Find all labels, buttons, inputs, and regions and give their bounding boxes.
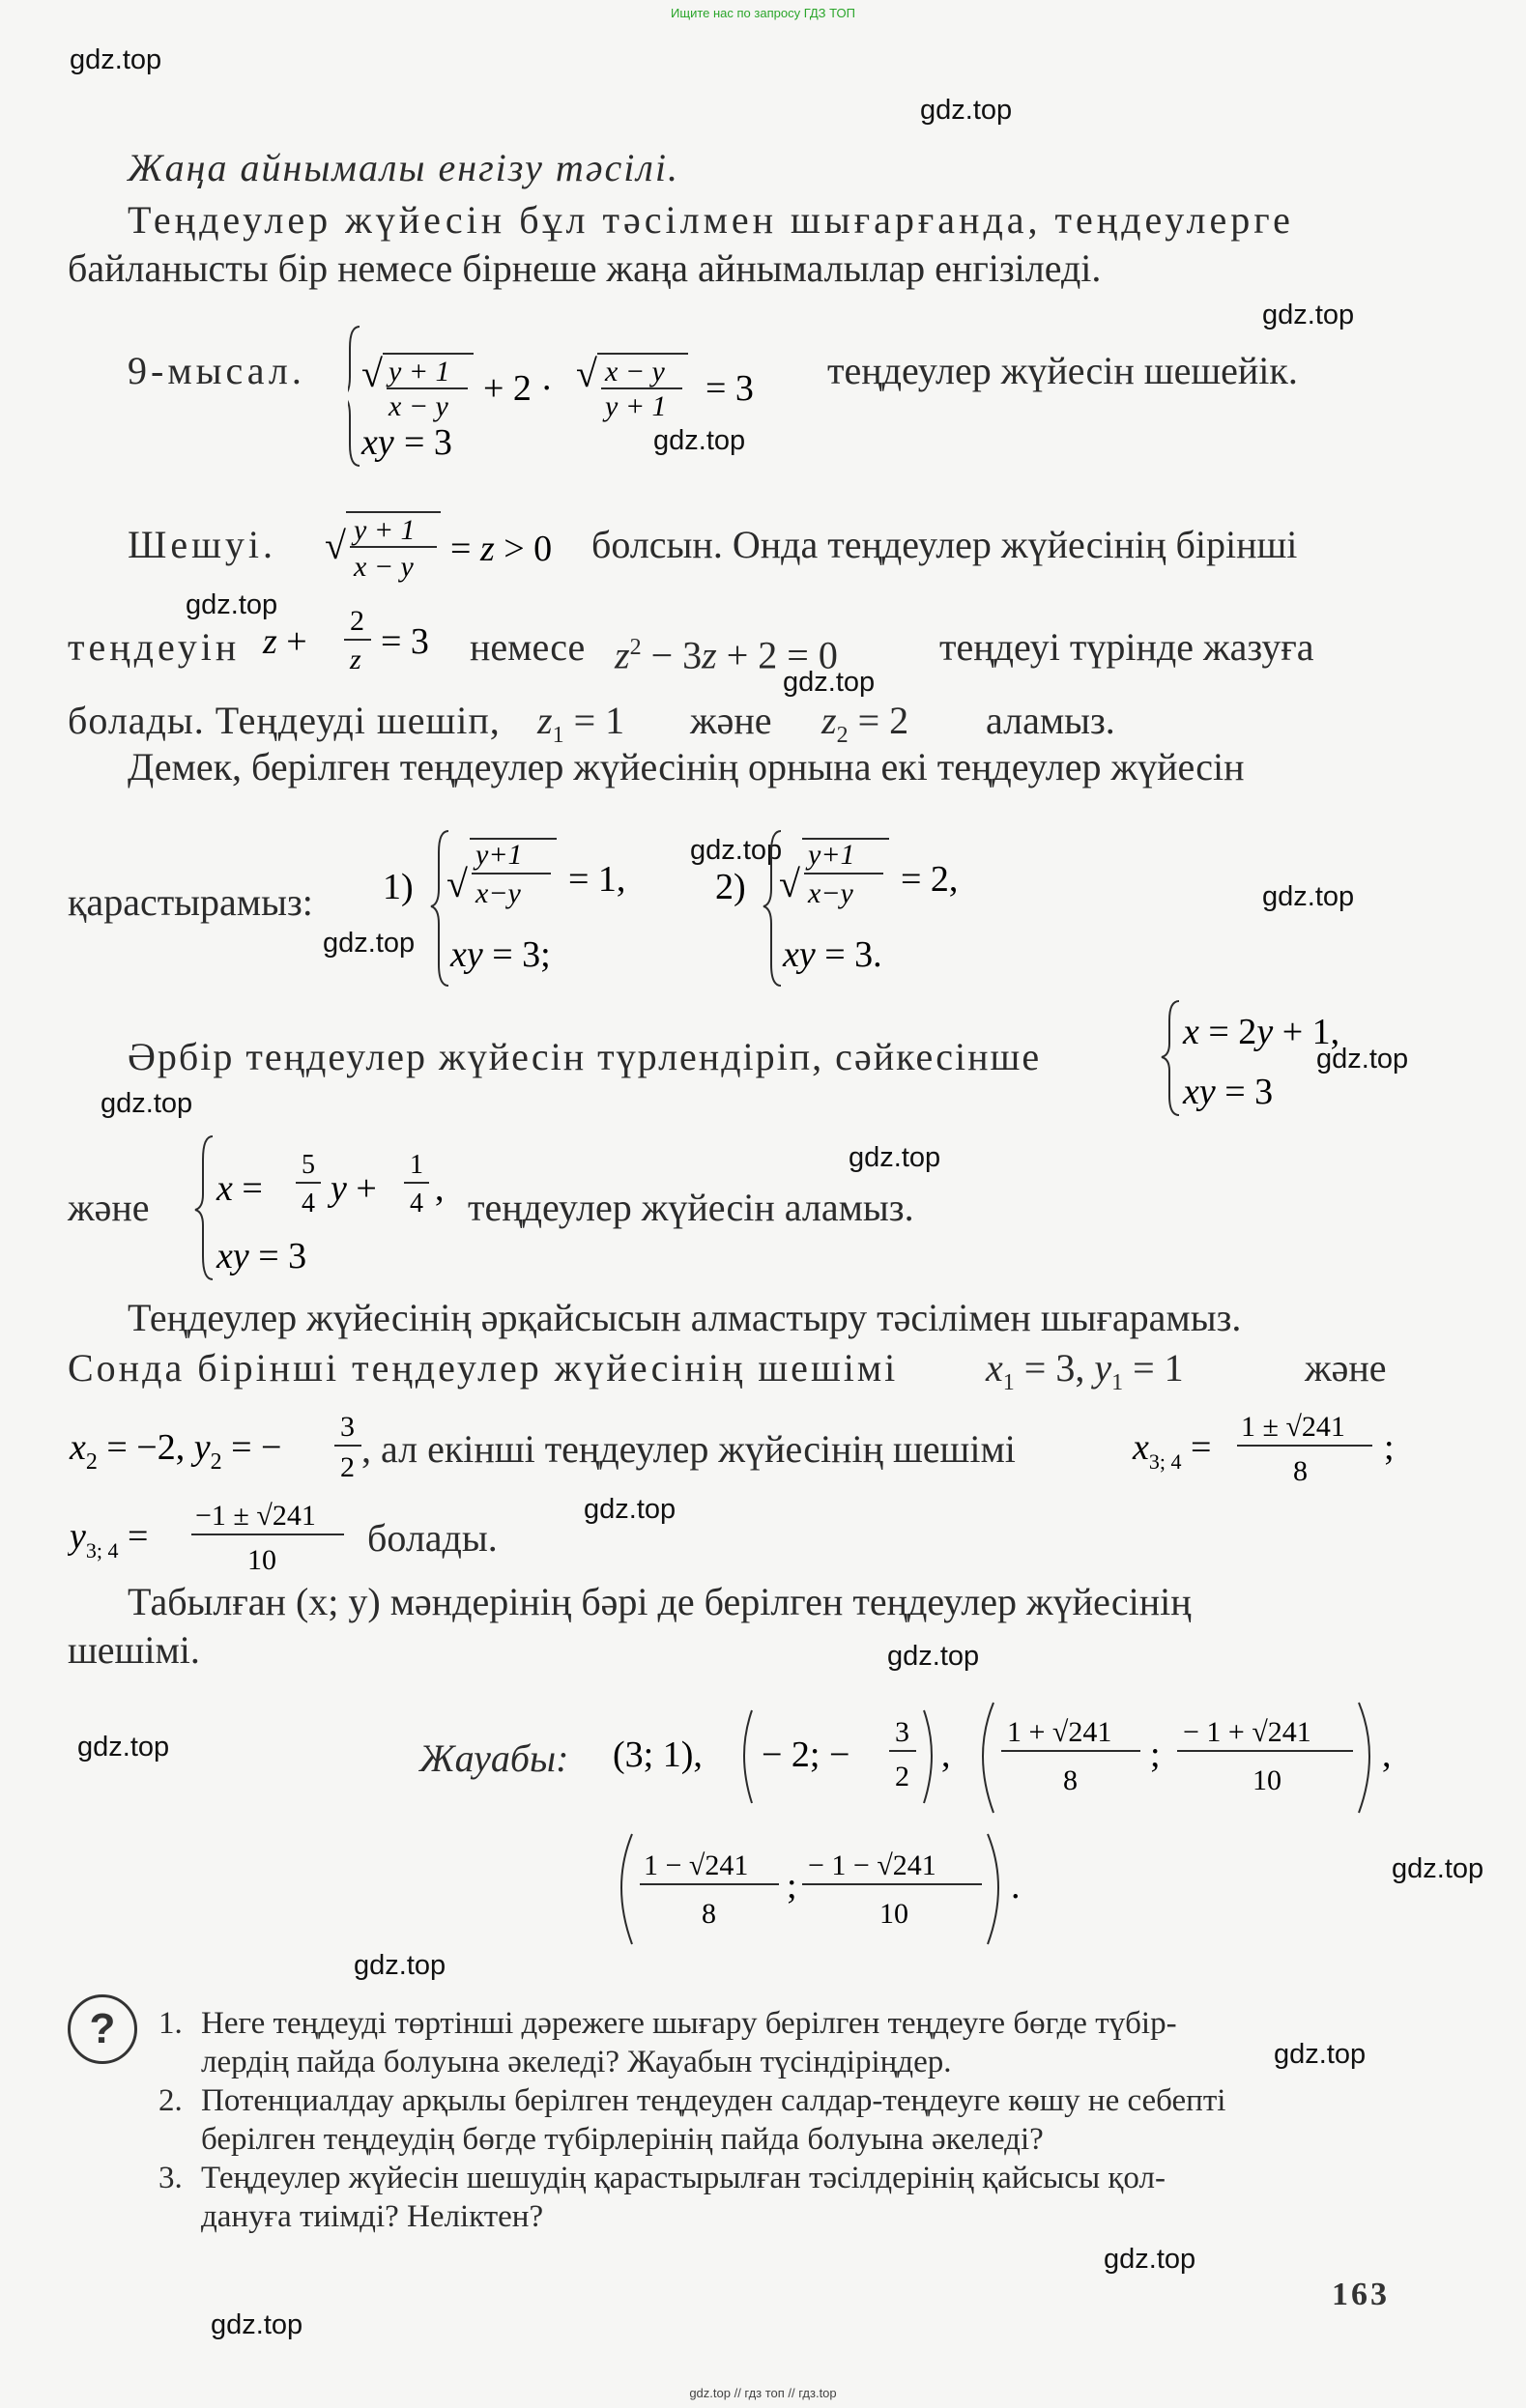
- svg-text:√: √: [576, 352, 597, 395]
- system-transformed-1-svg: [1160, 995, 1411, 1121]
- question-number: 1.: [158, 2006, 183, 2041]
- svg-text:√: √: [325, 524, 346, 567]
- svg-text:z: z: [350, 644, 361, 675]
- question-text: лердің пайда болуына әкеледі? Жауабын түсіндіріңдер.: [201, 2045, 952, 2079]
- svg-text:4: 4: [410, 1189, 423, 1218]
- svg-text:= z > 0: = z > 0: [450, 529, 553, 569]
- watermark: gdz.top: [211, 2309, 303, 2340]
- svg-text:x−y: x−y: [808, 877, 853, 909]
- example-system: [348, 319, 792, 478]
- two-systems-svg: [383, 821, 1001, 995]
- svg-text:− 2; −: − 2; −: [762, 1734, 850, 1775]
- answer-label: Жауабы:: [419, 1736, 569, 1780]
- solve-line: Теңдеулер жүйесінің әрқайсысын алмастыру тәсілімен шығарамыз.: [128, 1296, 1242, 1339]
- root-z1: $z_1 = 1$: [537, 699, 625, 748]
- question-text: берілген теңдеудің бөгде түбірлерінің пайда болуына әкеледі?: [201, 2122, 1044, 2157]
- svg-text:= 3: = 3: [404, 422, 452, 463]
- solution-x2-svg: [68, 1403, 377, 1500]
- watermark: gdz.top: [1262, 300, 1355, 330]
- roots-line-b: және: [690, 699, 772, 742]
- svg-text:,: ,: [1382, 1734, 1392, 1775]
- watermark: gdz.top: [920, 95, 1013, 126]
- watermark: gdz.top: [354, 1950, 446, 1981]
- svg-text:√: √: [779, 862, 800, 905]
- question-text: Теңдеулер жүйесін шешудің қарастырылған тәсілдерінің қайсысы қол-: [201, 2161, 1166, 2195]
- watermark: gdz.top: [1316, 1044, 1409, 1075]
- svg-text:10: 10: [879, 1898, 908, 1930]
- question-text: Потенциалдау арқылы берілген теңдеуден салдар-теңдеуге көшу не себепті: [201, 2083, 1226, 2118]
- question-text: дануға тиімді? Неліктен?: [201, 2199, 544, 2234]
- intro-line: Теңдеулер жүйесін бұл тәсілмен шығарғанда, теңдеулерге: [128, 198, 1294, 242]
- svg-text:√: √: [446, 862, 468, 905]
- watermark: gdz.top: [1392, 1853, 1484, 1884]
- svg-text:,: ,: [435, 1168, 445, 1209]
- equation-z: [261, 597, 454, 699]
- answer-svg: [609, 1697, 1411, 1948]
- svg-text:8: 8: [702, 1898, 716, 1930]
- svg-text:3: 3: [895, 1716, 909, 1748]
- svg-text:1 + √241: 1 + √241: [1007, 1716, 1112, 1748]
- svg-text:xy = 3: xy = 3: [1183, 1072, 1274, 1112]
- page-number: 163: [1332, 2277, 1390, 2312]
- svg-text:5: 5: [302, 1150, 315, 1180]
- solution-tail: болсын. Онда теңдеулер жүйесінің бірінші: [591, 523, 1298, 566]
- solve-and: және: [1305, 1346, 1387, 1390]
- svg-text:y + 1: y + 1: [354, 514, 416, 546]
- svg-text:8: 8: [1293, 1455, 1308, 1487]
- example-tail: теңдеулер жүйесін шешейік.: [827, 349, 1298, 392]
- svg-text:x − y: x − y: [389, 390, 448, 422]
- svg-text:2: 2: [340, 1451, 355, 1483]
- substitution-svg: [325, 493, 595, 599]
- svg-text:= 2,: = 2,: [901, 859, 959, 900]
- svg-text:x = 2y + 1,: x = 2y + 1,: [1183, 1012, 1340, 1052]
- svg-text:y3; 4 =: $y_{3; 4}$ =: [70, 1516, 149, 1562]
- consider-label: қарастырамыз:: [68, 880, 313, 924]
- becomes: болады.: [367, 1516, 498, 1560]
- solution-label: Шешуі.: [128, 523, 277, 566]
- watermark: gdz.top: [887, 1641, 980, 1672]
- svg-text:2): 2): [715, 867, 746, 907]
- watermark: gdz.top: [323, 928, 416, 959]
- svg-text:1: 1: [410, 1150, 423, 1180]
- answer-formula: [609, 1697, 1411, 1953]
- watermark: gdz.top: [1274, 2039, 1367, 2070]
- example-system-formula: [348, 319, 792, 473]
- roots-line-a: болады. Теңдеуді шешіп,: [68, 699, 501, 742]
- svg-text:1 − √241: 1 − √241: [644, 1849, 749, 1881]
- svg-text:(3; 1),: (3; 1),: [613, 1734, 703, 1775]
- svg-text:4: 4: [302, 1189, 315, 1218]
- question-number: 2.: [158, 2083, 183, 2118]
- top-note[interactable]: Ищите нас по запросу ГДЗ ТОП: [671, 6, 855, 20]
- found-line: Табылған (x; y) мәндерінің бәрі де берілген теңдеулер жүйесінің: [128, 1580, 1192, 1623]
- svg-text:xy = 3: xy = 3: [216, 1236, 307, 1276]
- svg-text:y + 1: y + 1: [605, 390, 667, 422]
- system-transformed-2: [193, 1131, 464, 1290]
- svg-text:y + 1: y + 1: [389, 356, 450, 387]
- solution-x34: [1131, 1403, 1401, 1505]
- watermark: gdz.top: [849, 1142, 941, 1173]
- svg-text:x − y: x − y: [354, 551, 414, 583]
- section-heading: Жаңа айнымалы енгізу тәсілі.: [128, 146, 679, 189]
- root-z2: $z_2 = 2$: [821, 699, 909, 748]
- question-mark-icon: ?: [68, 1994, 137, 2064]
- svg-text:x2 = −2, y2 = −: $x_2 = -2$, $y_2$ = −: [70, 1427, 282, 1475]
- watermark: gdz.top: [690, 835, 783, 866]
- svg-text:y+1: y+1: [808, 839, 855, 871]
- svg-text:= 1,: = 1,: [568, 859, 626, 900]
- example-label: 9-мысал.: [128, 349, 305, 392]
- equation-line-a: теңдеуін: [68, 625, 241, 669]
- svg-text:8: 8: [1063, 1764, 1078, 1796]
- svg-text:1): 1): [383, 867, 414, 907]
- transform-line: Әрбір теңдеулер жүйесін түрлендіріп, сәйкесінше: [128, 1035, 1042, 1078]
- intro-line: байланысты бір немесе бірнеше жаңа айнымалылар енгізіледі.: [68, 246, 1102, 290]
- svg-text:1 ± √241: 1 ± √241: [1241, 1411, 1345, 1443]
- svg-text:= 3: = 3: [705, 368, 754, 409]
- and-word: және: [68, 1186, 150, 1229]
- svg-text:− 1 − √241: − 1 − √241: [808, 1849, 936, 1881]
- svg-text:x =: x =: [216, 1168, 263, 1209]
- question-item: [158, 2004, 1177, 2081]
- svg-text:y+1: y+1: [475, 839, 523, 871]
- svg-text:10: 10: [247, 1544, 276, 1576]
- svg-text:xy = 3;: xy = 3;: [450, 934, 551, 975]
- svg-text:√: √: [361, 352, 383, 395]
- watermark: gdz.top: [653, 425, 746, 456]
- solution-x2: [68, 1403, 377, 1505]
- question-number: 3.: [158, 2161, 183, 2195]
- watermark: gdz.top: [584, 1494, 677, 1525]
- svg-text:2: 2: [895, 1761, 909, 1792]
- solution-x34-svg: [1131, 1403, 1401, 1500]
- watermark: gdz.top: [101, 1088, 193, 1119]
- svg-text:= 3: = 3: [381, 621, 429, 662]
- watermark: gdz.top: [186, 589, 278, 620]
- roots-line-c: аламыз.: [986, 699, 1115, 742]
- equation-line-c: теңдеуі түрінде жазуға: [939, 625, 1314, 669]
- system-transformed-2-svg: [193, 1131, 464, 1285]
- svg-text:+ 2 ·: + 2 ·: [483, 368, 554, 409]
- svg-text:x3; 4 =: $x_{3; 4}$ =: [1133, 1427, 1212, 1474]
- substitution-formula: [325, 493, 595, 604]
- watermark: gdz.top: [77, 1732, 170, 1763]
- solution-y34-svg: [68, 1492, 377, 1589]
- svg-text:2: 2: [350, 605, 364, 637]
- svg-text:;: ;: [1150, 1734, 1161, 1775]
- equation-z-svg: [261, 597, 454, 694]
- svg-text:y +: y +: [331, 1168, 377, 1209]
- svg-text:;: ;: [1384, 1427, 1395, 1468]
- solve-line: Сонда бірінші теңдеулер жүйесінің шешімі: [68, 1346, 899, 1390]
- svg-text:10: 10: [1252, 1764, 1281, 1796]
- svg-text:z +: z +: [263, 621, 307, 662]
- solve-line3: , ал екінші теңдеулер жүйесінің шешімі: [361, 1427, 1016, 1471]
- svg-text:.: .: [1011, 1866, 1021, 1906]
- svg-text:−1 ± √241: −1 ± √241: [195, 1500, 316, 1532]
- two-systems: [383, 821, 1001, 1000]
- question-item: [158, 2159, 1166, 2236]
- svg-text:xy = 3.: xy = 3.: [783, 934, 882, 975]
- solution-x1: $x_1 = 3$, $y_1 = 1$: [986, 1346, 1184, 1395]
- watermark: gdz.top: [1262, 881, 1355, 912]
- system-transformed-1: [1160, 995, 1411, 1126]
- watermark: gdz.top: [70, 44, 162, 75]
- footer-links[interactable]: gdz.top // гдз топ // гдз.top: [689, 2386, 837, 2400]
- svg-text:,: ,: [941, 1734, 951, 1775]
- get-systems: теңдеулер жүйесін аламыз.: [468, 1186, 914, 1229]
- question-item: [158, 2081, 1225, 2159]
- svg-text:− 1 + √241: − 1 + √241: [1183, 1716, 1311, 1748]
- svg-text:3: 3: [340, 1411, 355, 1443]
- hence-line: Демек, берілген теңдеулер жүйесінің орнына екі теңдеулер жүйесін: [128, 745, 1245, 788]
- quadratic-equation: $z^2 - 3z + 2 = 0$: [615, 633, 838, 677]
- svg-text:x − y: x − y: [605, 356, 665, 387]
- svg-text:xy: xy: [361, 422, 394, 463]
- found-line: шешімі.: [68, 1628, 200, 1672]
- svg-text:;: ;: [787, 1866, 797, 1906]
- watermark: gdz.top: [783, 667, 876, 698]
- question-text: Неге теңдеуді төртінші дәрежеге шығару берілген теңдеуге бөгде түбір-: [201, 2006, 1177, 2041]
- equation-line-b: немесе: [470, 625, 586, 669]
- watermark: gdz.top: [1104, 2244, 1196, 2275]
- svg-text:x−y: x−y: [475, 877, 521, 909]
